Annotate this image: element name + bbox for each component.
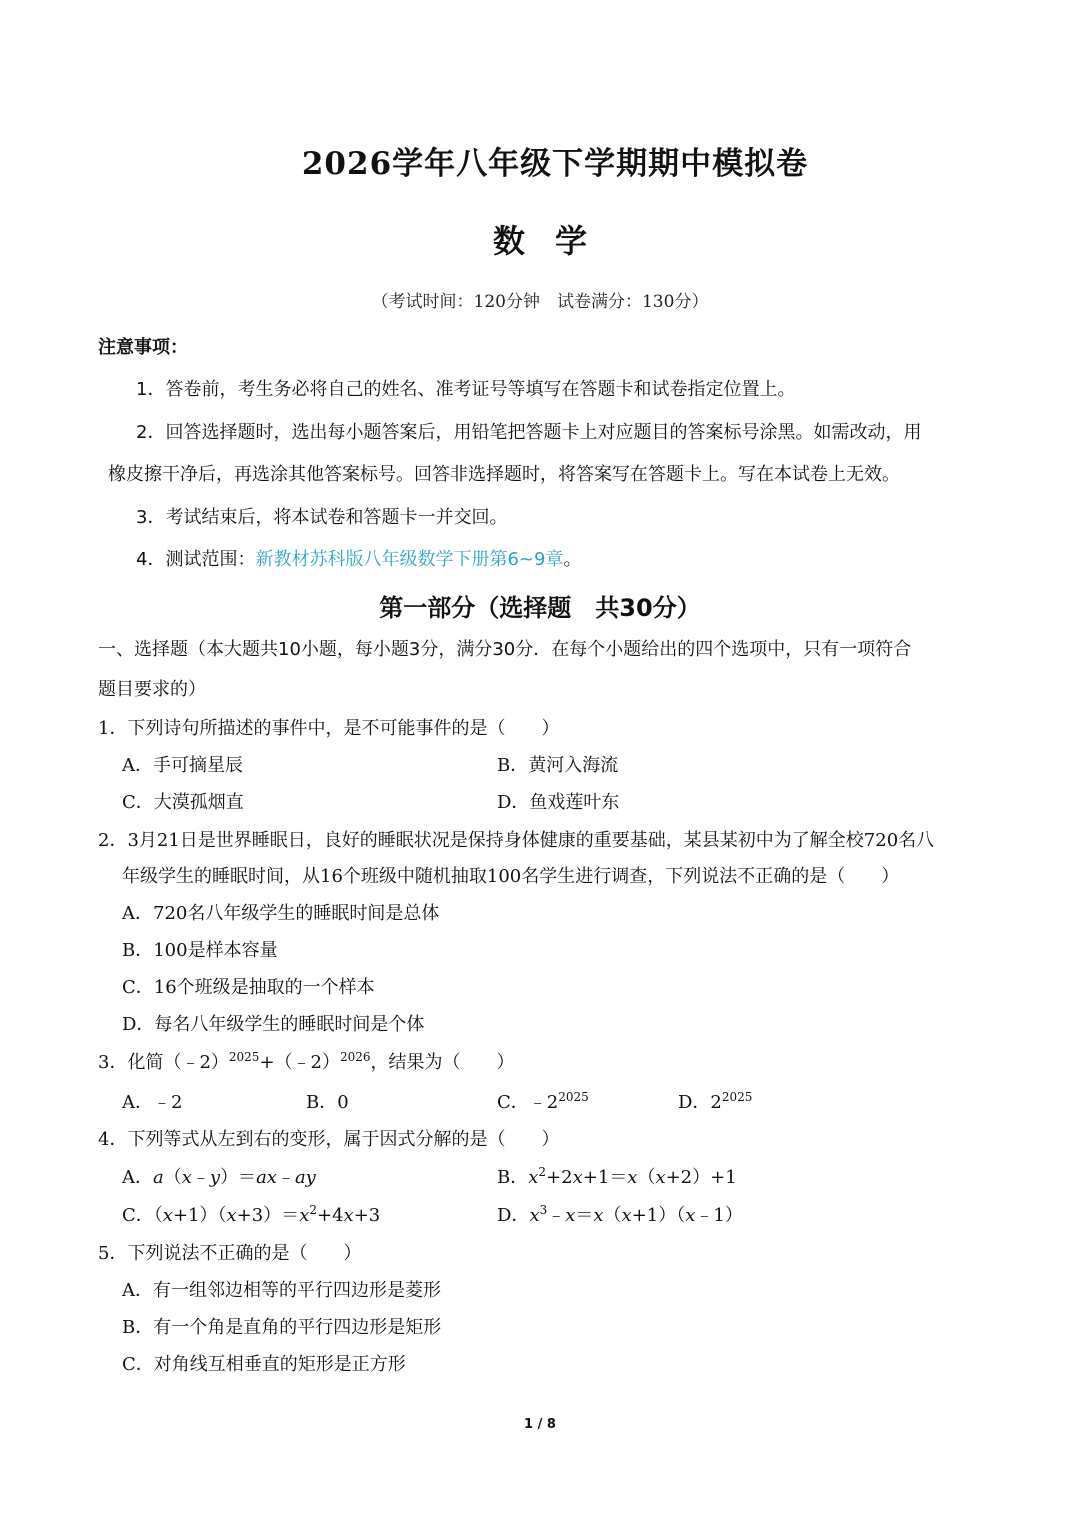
question-4-option-c (122, 1201, 380, 1227)
question-5-stem: 5．下列说法不正确的是（ ） (98, 1243, 362, 1264)
notice-item-4-prefix: 4．测试范围： (136, 549, 256, 570)
math-text: +3）＝ (236, 1205, 300, 1226)
question-2-option-d: D．每名八年级学生的睡眠时间是个体 (122, 1014, 425, 1035)
math-text: ﹣1） (695, 1205, 743, 1226)
question-2-stem-line-1: 2．3月21日是世界睡眠日，良好的睡眠状况是保持身体健康的重要基础，某县某初中为了解全校720名八 (98, 830, 935, 851)
q3-stem-part: ，结果为（ ） (370, 1052, 515, 1073)
notice-item-4 (136, 545, 581, 571)
question-2-option-c: C．16个班级是抽取的一个样本 (122, 977, 375, 998)
math-text: +2）+1 (665, 1167, 737, 1188)
exam-info: （考试时间：120分钟 试卷满分：130分） (371, 292, 709, 312)
math-text: ）＝ (220, 1167, 257, 1188)
math-var: x (343, 1205, 354, 1226)
math-exponent: 2 (538, 1165, 547, 1179)
part-one-title: 第一部分（选择题 共30分） (379, 594, 701, 622)
question-4-option-a (122, 1163, 316, 1189)
math-var: x (572, 1167, 583, 1188)
math-var: x (593, 1205, 604, 1226)
math-var: x (529, 1205, 540, 1226)
question-2-stem-line-2: 年级学生的睡眠时间，从16个班级中随机抽取100名学生进行调查，下列说法不正确的是（ ） (122, 866, 900, 887)
math-var: x (621, 1205, 632, 1226)
math-var: x (655, 1167, 666, 1188)
question-2-option-b: B．100是样本容量 (122, 940, 278, 961)
notice-title: 注意事项： (98, 337, 188, 358)
question-3-option-a: A．﹣2 (122, 1092, 183, 1113)
question-1-option-b: B．黄河入海流 (497, 755, 619, 776)
math-text: ﹣ (547, 1205, 566, 1226)
question-3-stem (98, 1048, 515, 1074)
question-3-option-d (678, 1088, 752, 1114)
math-text: （ (603, 1205, 622, 1226)
q3-exponent: 2025 (228, 1050, 260, 1064)
page-number: 1 / 8 (524, 1417, 556, 1432)
q3-stem-part: +（﹣2） (259, 1052, 340, 1073)
math-text: +3 (353, 1205, 381, 1226)
question-1-option-a: A．手可摘星辰 (122, 755, 243, 776)
question-2-option-a: A．720名八年级学生的睡眠时间是总体 (122, 903, 440, 924)
math-text: +1）（ (172, 1205, 227, 1226)
math-var: a (153, 1167, 164, 1188)
notice-item-1: 1．答卷前，考生务必将自己的姓名、准考证号等填写在答题卡和试卷指定位置上。 (136, 379, 796, 400)
question-5-option-c: C．对角线互相垂直的矩形是正方形 (122, 1354, 406, 1375)
subject-title: 数学 (492, 222, 617, 260)
option-label: B． (497, 1167, 529, 1188)
math-text: （ (163, 1167, 182, 1188)
math-text: +1）（ (631, 1205, 686, 1226)
math-exponent: 3 (539, 1203, 548, 1217)
math-text: （ (637, 1167, 656, 1188)
notice-item-3: 3．考试结束后，将本试卷和答题卡一并交回。 (136, 507, 508, 528)
question-1-option-d: D．鱼戏莲叶东 (497, 792, 620, 813)
exam-title: 2026学年八年级下学期期中模拟卷 (301, 146, 809, 182)
section-heading-line-2: 题目要求的） (98, 679, 206, 700)
math-var: x (181, 1167, 192, 1188)
math-var: x (565, 1205, 576, 1226)
question-4-stem: 4．下列等式从左到右的变形，属于因式分解的是（ ） (98, 1129, 560, 1150)
math-exponent: 2 (309, 1203, 317, 1217)
math-var: x (627, 1167, 638, 1188)
math-var: x (685, 1205, 696, 1226)
option-label: D． (497, 1205, 530, 1226)
notice-item-2-line-2: 橡皮擦干净后，再选涂其他答案标号。回答非选择题时，将答案写在答题卡上。写在本试卷上无效。 (108, 464, 900, 485)
q3-d-base: D．2 (678, 1092, 722, 1113)
math-text: ＝ (575, 1205, 594, 1226)
math-var: ay (294, 1167, 316, 1188)
q3-exponent: 2026 (340, 1050, 371, 1064)
question-3-option-c (497, 1088, 589, 1114)
notice-item-4-suffix: 。 (563, 549, 582, 570)
math-var: ax (256, 1167, 277, 1188)
q3-stem-part: 3．化简（﹣2） (98, 1052, 229, 1073)
math-var: y (209, 1167, 221, 1188)
section-heading-line-1: 一、选择题（本大题共10小题，每小题3分，满分30分．在每个小题给出的四个选项中，只有一项符合 (98, 639, 912, 660)
math-var: x (226, 1205, 237, 1226)
q3-d-exponent: 2025 (721, 1090, 753, 1104)
question-4-option-d (497, 1201, 743, 1227)
math-var: x (299, 1205, 310, 1226)
math-text: +1＝ (582, 1167, 628, 1188)
question-4-option-b (497, 1163, 737, 1189)
q3-c-exponent: 2025 (558, 1090, 589, 1104)
question-3-option-b: B．0 (306, 1092, 349, 1113)
option-label: C．（ (122, 1205, 163, 1226)
math-text: +4 (316, 1205, 344, 1226)
question-1-option-c: C．大漠孤烟直 (122, 792, 244, 813)
math-text: ﹣ (191, 1167, 210, 1188)
notice-item-2-line-1: 2．回答选择题时，选出每小题答案后，用铅笔把答题卡上对应题目的答案标号涂黑。如需改动，用 (136, 422, 922, 443)
question-5-option-a: A．有一组邻边相等的平行四边形是菱形 (122, 1280, 441, 1301)
question-5-option-b: B．有一个角是直角的平行四边形是矩形 (122, 1317, 442, 1338)
math-text: +2 (546, 1167, 573, 1188)
math-var: x (162, 1205, 173, 1226)
q3-c-base: C．﹣2 (497, 1092, 559, 1113)
option-label: A． (122, 1167, 153, 1188)
math-var: x (528, 1167, 539, 1188)
question-1-stem: 1．下列诗句所描述的事件中，是不可能事件的是（ ） (98, 718, 560, 739)
math-text: ﹣ (276, 1167, 295, 1188)
test-scope-link: 新教材苏科版八年级数学下册第6~9章 (255, 549, 564, 570)
